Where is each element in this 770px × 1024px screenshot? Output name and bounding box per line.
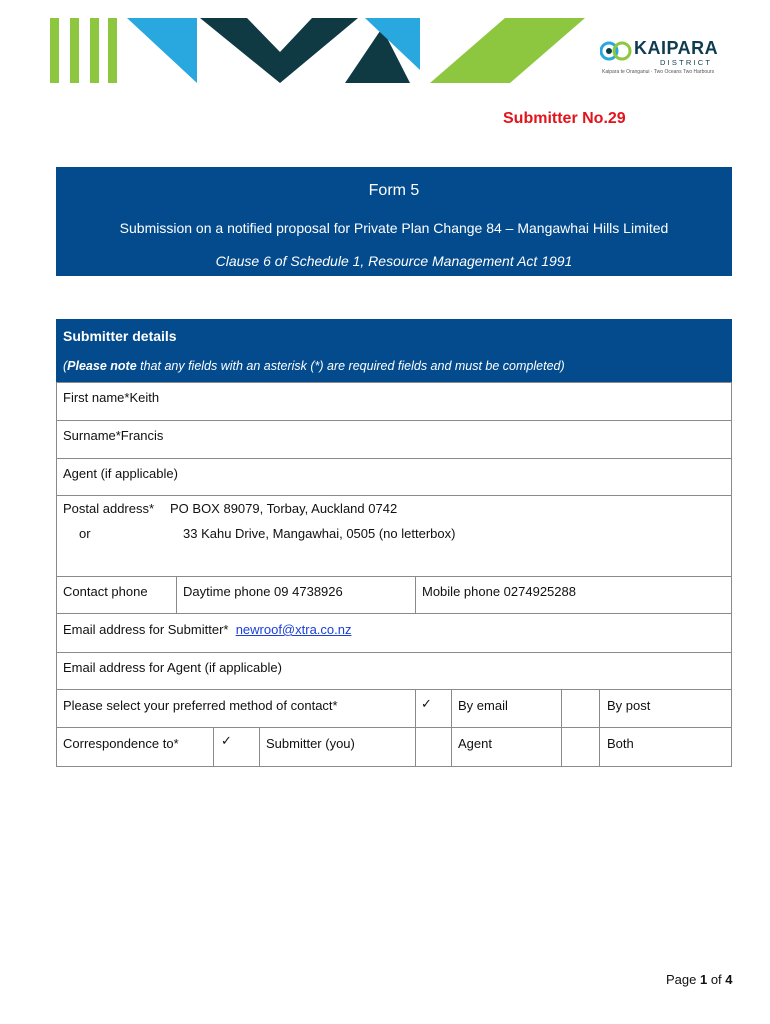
by-email-checkbox[interactable]: ✓ [421,696,432,711]
submitter-details-table [56,382,732,767]
kaipara-logo [600,36,730,80]
submitter-email-label [63,622,352,637]
submitter-details-header [56,319,732,382]
form-title: Form 5 [368,182,420,199]
email-label-text: Email address for Submitter* [63,622,229,637]
form-header [56,167,732,276]
daytime-phone-field[interactable]: Daytime phone 09 4738926 [183,584,343,599]
note-rest: that any fields with an asterisk (*) are required fields and must be completed) [136,359,565,373]
surname-field[interactable]: Surname*Francis [63,428,164,443]
page-total: 4 [725,972,733,987]
correspondence-agent: Agent [458,736,492,751]
page-mid: of [707,972,726,987]
form-clause: Clause 6 of Schedule 1, Resource Management Act 1991 [215,253,573,269]
swirl-logo-icon [600,38,632,64]
postal-address-label: Postal address* [63,501,155,516]
page-prefix: Page [666,972,700,987]
postal-address-value[interactable]: PO BOX 89079, Torbay, Auckland 0742 [170,501,398,516]
page-number [666,972,733,987]
page-current: 1 [699,972,708,987]
note-bold: Please note [67,359,137,373]
submitter-email-link[interactable]: newroof@xtra.co.nz [235,622,352,637]
postal-address-alt[interactable]: 33 Kahu Drive, Mangawhai, 0505 (no letterbox) [183,526,456,541]
contact-phone-label: Contact phone [63,584,148,599]
first-name-field[interactable]: First name*Keith [63,390,160,405]
by-post-option: By post [607,698,651,713]
note-open: ( [63,359,68,373]
header-banner-graphic [0,0,600,90]
logo-sub: DISTRICT [660,58,713,67]
contact-method-label: Please select your preferred method of contact* [63,698,338,713]
postal-or: or [79,526,91,541]
mobile-phone-field[interactable]: Mobile phone 0274925288 [422,584,576,599]
submitter-number: Submitter No.29 [503,110,626,127]
form-subtitle: Submission on a notified proposal for Private Plan Change 84 – Mangawhai Hills Limited [119,220,669,236]
submitter-checkbox[interactable]: ✓ [221,733,232,748]
agent-field[interactable]: Agent (if applicable) [63,466,178,481]
section-title: Submitter details [63,328,177,344]
correspondence-submitter: Submitter (you) [266,736,355,751]
correspondence-label: Correspondence to* [63,736,179,751]
correspondence-both: Both [607,736,634,751]
by-email-option: By email [458,698,508,713]
logo-name: KAIPARA [634,38,719,58]
agent-email-field[interactable]: Email address for Agent (if applicable) [63,660,282,675]
logo-tagline: Kaipara te Oranganui · Two Oceans Two Harbours [602,69,715,75]
required-note [63,359,565,373]
